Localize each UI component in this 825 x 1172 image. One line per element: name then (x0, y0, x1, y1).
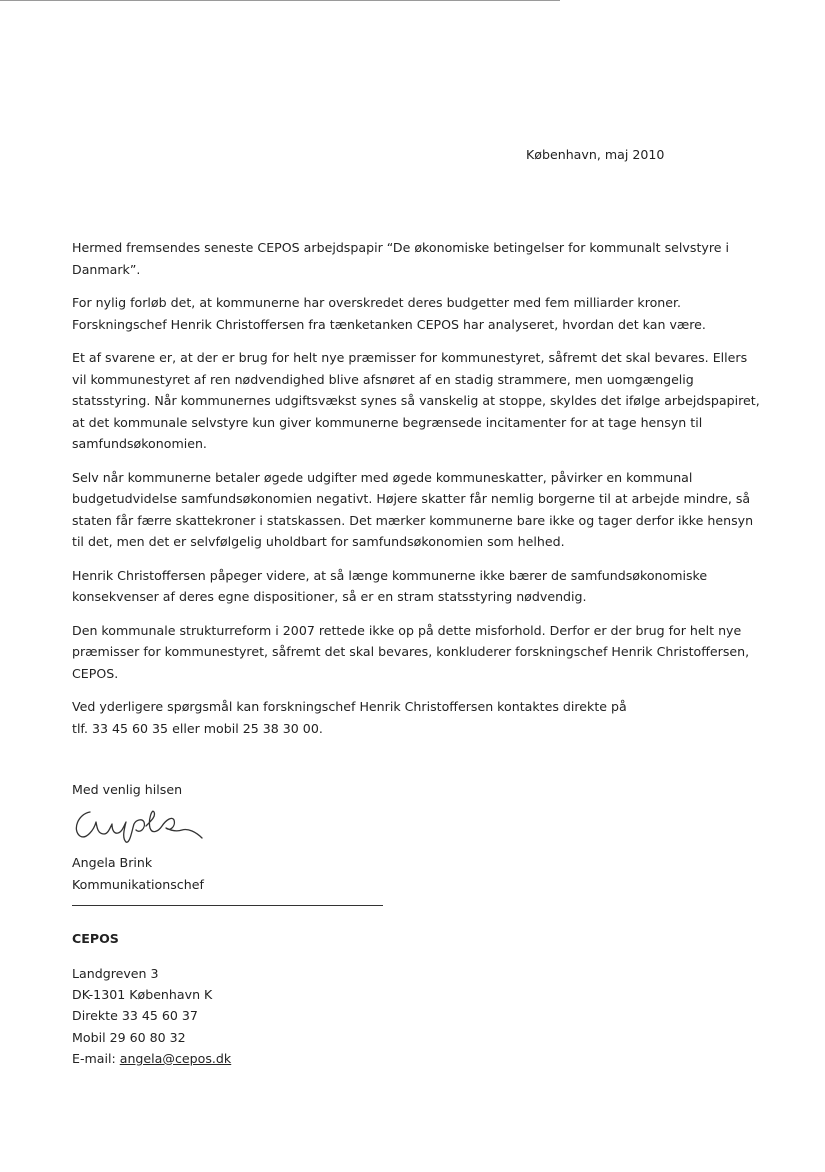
paragraph-line: vil kommunestyret af ren nødvendighed blive afsnøret af en stadig strammere, men uomgængelig (72, 371, 694, 387)
paragraph-intro (72, 237, 742, 280)
scan-top-edge (0, 0, 560, 1)
paragraph-line: Hermed fremsendes seneste CEPOS arbejdspapir “De økonomiske betingelser for kommunalt selvstyre i (72, 240, 729, 255)
organization-name: CEPOS (72, 931, 119, 946)
paragraph-line: budgetudvidelse samfundsøkonomien negativt. Højere skatter får nemlig borgerne til at arbejde mindre, så (72, 491, 751, 506)
email-line (72, 1048, 231, 1069)
paragraph-line: staten får færre skattekroner i statskassen. Det mærker kommunerne bare ikke og tager derfor ikke hensyn (72, 512, 754, 528)
closing-salutation: Med venlig hilsen (72, 782, 183, 797)
paragraph-contact (72, 696, 742, 739)
email-link[interactable]: angela@cepos.dk (119, 1050, 232, 1066)
mobile-phone: Mobil 29 60 80 32 (72, 1029, 186, 1045)
date-line: København, maj 2010 (526, 147, 665, 162)
signer-name: Angela Brink (72, 855, 153, 870)
paragraph-line: For nylig forløb det, at kommunerne har overskredet deres budgetter med fem milliarder kroner. (72, 295, 682, 310)
paragraph-line: Ved yderligere spørgsmål kan forskningschef Henrik Christoffersen kontaktes direkte på (72, 699, 627, 714)
paragraph-line: statsstyring. Når kommunernes udgiftsvækst synes så vanskelig at stoppe, skyldes det ifølge arbejdspapiret, (72, 393, 760, 408)
paragraph-line: Et af svarene er, at der er brug for helt nye præmisser for kommunestyret, såfremt det skal bevares. Ellers (72, 350, 748, 365)
paragraph-taxes (72, 467, 754, 553)
direct-phone: Direkte 33 45 60 37 (72, 1008, 198, 1024)
paragraph-line: Forskningschef Henrik Christoffersen fra tænketanken CEPOS har analyseret, hvordan det kan være. (72, 316, 706, 332)
signer-block (72, 852, 204, 896)
paragraph-line: præmisser for kommunestyret, såfremt det skal bevares, konkluderer forskningschef Henrik Christoffersen, (72, 644, 750, 659)
contact-block (72, 963, 231, 1069)
paragraph-line: tlf. 33 45 60 35 eller mobil 25 38 30 00. (72, 720, 323, 736)
address-line-2: DK-1301 København K (72, 987, 213, 1003)
signer-title: Kommunikationschef (72, 877, 204, 892)
paragraph-line: samfundsøkonomien. (72, 436, 207, 451)
paragraph-consequences (72, 565, 742, 608)
handwritten-signature (70, 800, 210, 844)
paragraph-line: at det kommunale selvstyre kun giver kommunerne begrænsede incitamenter for at tage hensyn til (72, 414, 703, 430)
paragraph-line: til det, men det er selvfølgelig uholdbart for samfundsøkonomien som helhed. (72, 534, 565, 549)
email-label: E-mail: (72, 1050, 120, 1066)
paragraph-line: Den kommunale strukturreform i 2007 rettede ikke op på dette misforhold. Derfor er der brug for helt nye (72, 622, 742, 638)
paragraph-reform (72, 620, 750, 685)
paragraph-line: Danmark”. (72, 261, 141, 277)
paragraph-line: CEPOS. (72, 665, 119, 681)
paragraph-line: konsekvenser af deres egne dispositioner, så er en stram statsstyring nødvendig. (72, 589, 587, 604)
paragraph-budget (72, 292, 742, 335)
address-line-1: Landgreven 3 (72, 966, 159, 981)
paragraph-premises (72, 347, 760, 455)
paragraph-line: Selv når kommunerne betaler øgede udgifter med øgede kommuneskatter, påvirker en kommunal (72, 469, 693, 485)
footer-divider (72, 905, 383, 906)
paragraph-line: Henrik Christoffersen påpeger videre, at så længe kommunerne ikke bærer de samfundsøkonomiske (72, 567, 708, 583)
letter-body (72, 237, 760, 751)
